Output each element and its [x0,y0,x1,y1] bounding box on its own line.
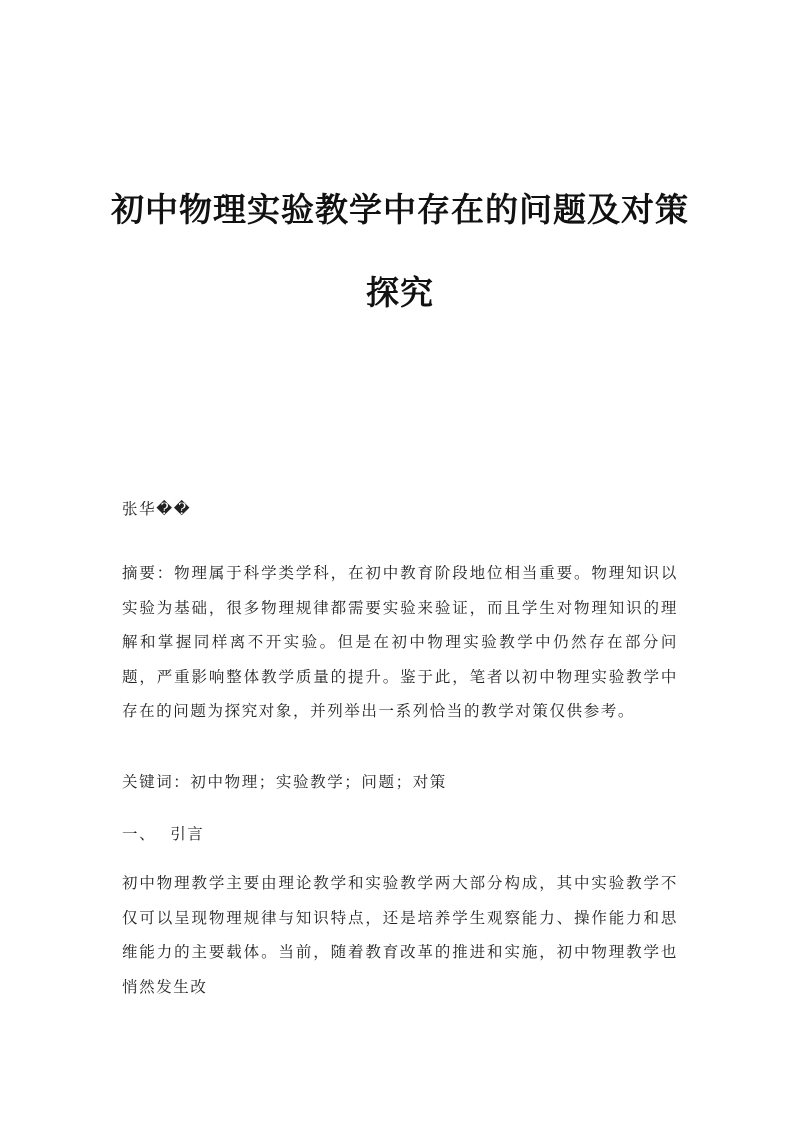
section-number: 一、 [122,825,157,843]
section-heading-introduction [122,823,678,845]
keywords-line: 关键词：初中物理；实验教学；问题；对策 [122,773,447,791]
author-name: 张华�� [122,500,192,518]
document-title-line-2: 探究 [366,273,434,312]
document-title-line-1: 初中物理实验教学中存在的问题及对策 [111,190,689,229]
abstract-paragraph: 摘要：物理属于科学类学科，在初中教育阶段地位相当重要。物理知识以实验为基础，很多物理规律都需要实验来验证，而且学生对物理知识的理解和掌握同样离不开实验。但是在初中物理实验教学中仍然存在部分问题，严重影响整体教学质量的提升。鉴于此，笔者以初中物理实验教学中存在的问题为探究对象，并列举出一系列恰当的教学对策仅供参考。 [122,564,678,720]
section-title: 引言 [170,825,205,843]
introduction-paragraph: 初中物理教学主要由理论教学和实验教学两大部分构成，其中实验教学不仅可以呈现物理规律与知识特点，还是培养学生观察能力、操作能力和思维能力的主要载体。当前，随着教育改革的推进和实施，初中物理教学也悄然发生改 [122,874,678,996]
